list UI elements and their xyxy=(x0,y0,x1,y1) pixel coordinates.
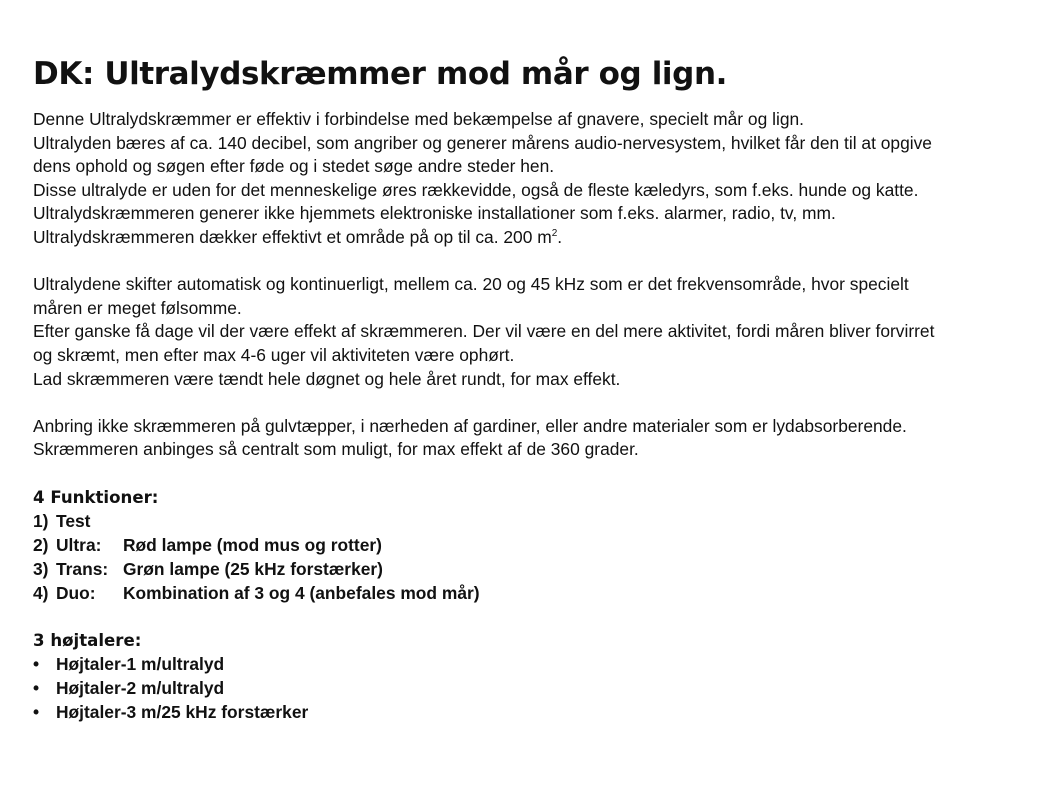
speaker-item xyxy=(33,700,1023,724)
function-item xyxy=(33,581,1023,605)
function-description: Kombination af 3 og 4 (anbefales mod mår) xyxy=(123,583,480,604)
function-item xyxy=(33,557,1023,581)
speaker-label: Højtaler-1 m/ultralyd xyxy=(56,654,225,675)
speaker-label: Højtaler-2 m/ultralyd xyxy=(56,678,225,699)
text-line: Skræmmeren anbinges så centralt som muligt, for max effekt af de 360 grader. xyxy=(33,439,639,460)
function-description: Rød lampe (mod mus og rotter) xyxy=(123,535,382,556)
speakers-section xyxy=(33,629,1023,725)
paragraph-gap xyxy=(33,462,1023,486)
function-name: Test xyxy=(56,511,91,532)
text-line: Efter ganske få dage vil der være effekt af skræmmeren. Der vil være en del mere aktivitet, fordi måren bliver forvirret xyxy=(33,321,935,342)
area-suffix: . xyxy=(557,226,563,247)
frequency-paragraph xyxy=(33,273,1023,391)
text-line: dens ophold og søgen efter føde og i stedet søge andre steder hen. xyxy=(33,156,555,177)
bullet-icon: • xyxy=(33,654,40,675)
function-number: 3) xyxy=(33,559,49,580)
text-line: Denne Ultralydskræmmer er effektiv i forbindelse med bekæmpelse af gnavere, specielt mår og lign. xyxy=(33,109,805,129)
function-name: Duo: xyxy=(56,583,96,604)
area-text: Ultralydskræmmeren dækker effektivt et område på op til ca. 200 m xyxy=(33,226,552,247)
area-line xyxy=(33,226,1023,250)
speakers-heading: 3 højtalere: xyxy=(33,630,142,650)
function-name: Ultra: xyxy=(56,535,102,556)
text-line: måren er meget følsomme. xyxy=(33,297,242,318)
function-number: 4) xyxy=(33,583,49,604)
function-name: Trans: xyxy=(56,559,109,580)
paragraph-gap xyxy=(33,250,1023,274)
text-line: Ultralydskræmmeren generer ikke hjemmets elektroniske installationer som f.eks. alarmer, radio, tv, mm. xyxy=(33,203,836,224)
text-line: og skræmt, men efter max 4-6 uger vil aktiviteten være ophørt. xyxy=(33,344,515,365)
function-number: 1) xyxy=(33,511,49,532)
speaker-item xyxy=(33,676,1023,700)
text-line: Anbring ikke skræmmeren på gulvtæpper, i nærheden af gardiner, eller andre materialer som er lydabsorberende. xyxy=(33,415,907,436)
bullet-icon: • xyxy=(33,702,40,723)
intro-paragraph xyxy=(33,108,1023,250)
text-line: Ultralydene skifter automatisk og kontinuerligt, mellem ca. 20 og 45 kHz som er det frekvensområde, hvor specielt xyxy=(33,274,909,295)
speaker-label: Højtaler-3 m/25 kHz forstærker xyxy=(56,702,309,723)
document-page xyxy=(33,54,1023,724)
function-item xyxy=(33,533,1023,557)
functions-section xyxy=(33,486,1023,606)
functions-heading: 4 Funktioner: xyxy=(33,487,159,507)
paragraph-gap xyxy=(33,605,1023,629)
text-line: Ultralyden bæres af ca. 140 decibel, som angriber og generer mårens audio-nervesystem, hvilket får den til at opgive xyxy=(33,132,932,153)
function-item xyxy=(33,509,1023,533)
paragraph-gap xyxy=(33,391,1023,415)
page-title: DK: Ultralydskræmmer mod mår og lign. xyxy=(33,56,727,92)
area-superscript: 2 xyxy=(551,227,558,239)
speaker-item xyxy=(33,652,1023,676)
text-line: Disse ultralyde er uden for det menneskelige øres rækkevidde, også de fleste kæledyrs, som f.eks. hunde og katte. xyxy=(33,179,919,200)
placement-paragraph xyxy=(33,415,1023,462)
text-line: Lad skræmmeren være tændt hele døgnet og hele året rundt, for max effekt. xyxy=(33,368,621,389)
bullet-icon: • xyxy=(33,678,40,699)
function-number: 2) xyxy=(33,535,49,556)
function-description: Grøn lampe (25 kHz forstærker) xyxy=(123,559,383,580)
